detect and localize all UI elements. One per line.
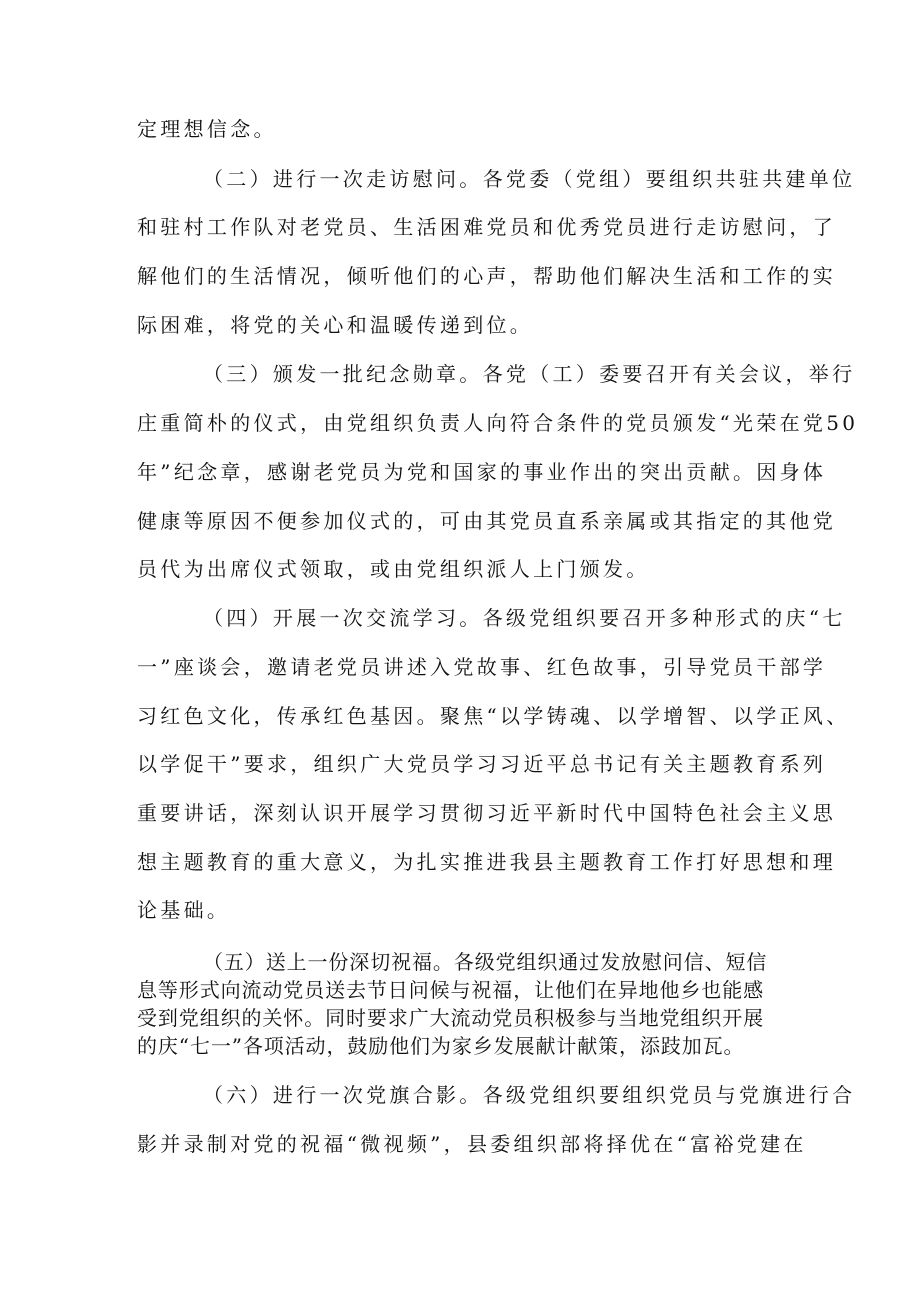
text-line: 想主题教育的重大意义，为扎实推进我县主题教育工作打好思想和理 (137, 850, 836, 874)
text-line: 重要讲话，深刻认识开展学习贯彻习近平新时代中国特色社会主义思 (137, 801, 836, 825)
section-5-heading-line: （五）送上一份深切祝福。各级党组织通过发放慰问信、短信 (203, 950, 768, 974)
text-line: 际困难，将党的关心和温暖传递到位。 (137, 313, 534, 337)
text-line: 健康等原因不便参加仪式的，可由其党员直系亲属或其指定的其他党 (137, 509, 836, 533)
text-line: 习红色文化，传承红色基因。聚焦“以学铸魂、以学增智、以学正风、 (137, 704, 850, 728)
text-line: 庄重简朴的仪式，由党组织负责人向符合条件的党员颁发“光荣在党50 (137, 411, 859, 435)
text-line: 员代为出席仪式领取，或由党组织派人上门颁发。 (137, 557, 650, 581)
text-line: 以学促干”要求，组织广大党员学习习近平总书记有关主题教育系列 (137, 752, 827, 776)
section-2-heading-line: （二）进行一次走访慰问。各党委（党组）要组织共驻共建单位 (203, 167, 856, 191)
text-line: 影并录制对党的祝福“微视频”，县委组织部将择优在“富裕党建在 (137, 1132, 807, 1156)
section-6-heading-line: （六）进行一次党旗合影。各级党组织要组织党员与党旗进行合 (203, 1083, 856, 1107)
section-3-heading-line: （三）颁发一批纪念勋章。各党（工）委要召开有关会议，举行 (203, 362, 856, 386)
text-line: 一”座谈会，邀请老党员讲述入党故事、红色故事，引导党员干部学 (137, 655, 827, 679)
text-line: 和驻村工作队对老党员、生活困难党员和优秀党员进行走访慰问，了 (137, 215, 836, 239)
text-line: 受到党组织的关怀。同时要求广大流动党员积极参与当地党组织开展 (137, 1006, 764, 1030)
text-line: 年”纪念章，感谢老党员为党和国家的事业作出的突出贡献。因身体 (137, 460, 827, 484)
text-line: 的庆“七一”各项活动，鼓励他们为家乡发展献计献策，添跂加瓦。 (137, 1034, 745, 1058)
text-line: 定理想信念。 (137, 117, 277, 141)
text-line: 息等形式向流动党员送去节日问候与祝福，让他们在异地他乡也能感 (137, 978, 764, 1002)
text-line: 论基础。 (137, 898, 231, 922)
text-line: 解他们的生活情况，倾听他们的心声，帮助他们解决生活和工作的实 (137, 264, 836, 288)
section-4-heading-line: （四）开展一次交流学习。各级党组织要召开多种形式的庆“七 (203, 606, 846, 630)
